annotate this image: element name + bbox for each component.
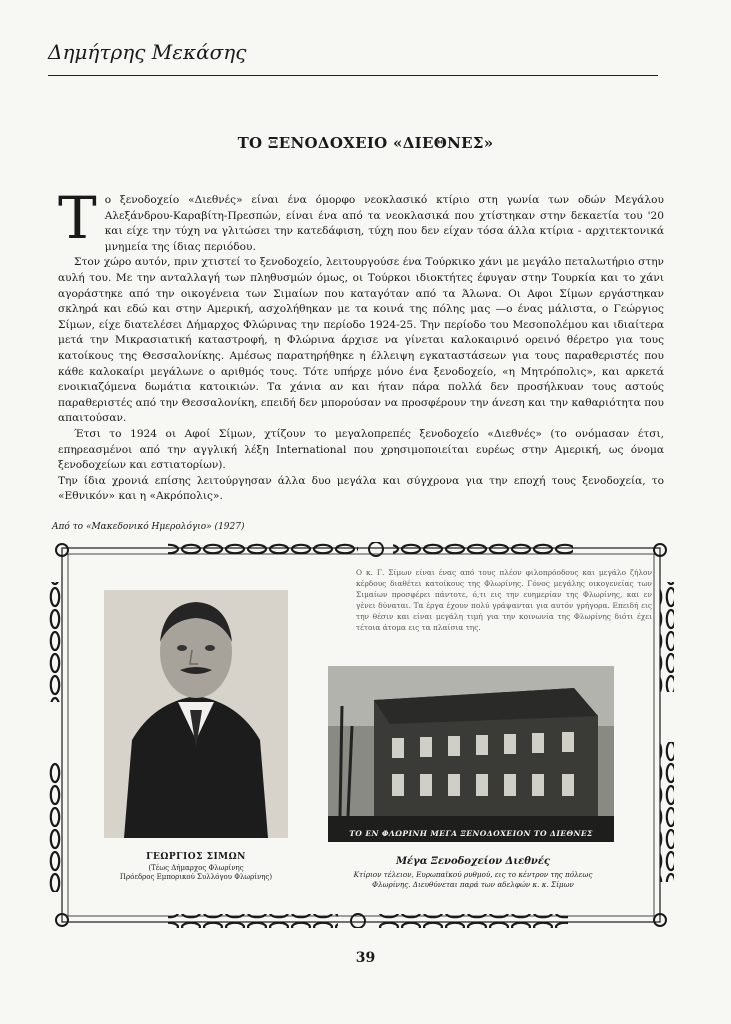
paragraph-3: Έτσι το 1924 οι Αφοί Σίμων, χτίζουν το μεγαλοπρεπές ξενοδοχείο «Διεθνές» (το ονόμασαν έτσι, επηρεασμένοι από την αγγλική λέξη International που χρησιμοποιείται ευρέως στην Αμερική, ως όνομα ξενοδοχείων και εστιατορίων).	[58, 427, 664, 472]
news-clipping-text: Ο κ. Γ. Σίμων είναι ένας από τους πλέον φιλοπρόοδους και μεγάλο ζήλον κέρδους διαθέτει κατοίκους της Φλωρίνης. Γόνος μεγάλης οικογενείας των Σιμαίων προσφέρει πάντοτε, ό,τι εις την ευημερίαν της Φλωρίνης, και εν γένει δύναται. Τα έργα έχουν πολύ γράψανται για αυτόν γρήγορα. Επειδή εις την θέσιν και είναι μεγάλη τιμή για την κοινωνία της Φλωρίνης διότι έχει τέτοια άτομα εις τα πλαίσια της.	[356, 568, 652, 632]
building-photo-caption: ΤΟ ΕΝ ΦΛΩΡΙΝΗ ΜΕΓΑ ΞΕΝΟΔΟΧΕΙΟΝ ΤΟ ΔΙΕΘΝΕΣ	[349, 829, 593, 838]
building-description	[328, 870, 618, 889]
ornamental-frame	[48, 542, 674, 928]
figure-source: Από το «Μακεδονικό Ημερολόγιο» (1927)	[52, 522, 245, 532]
paragraph-4: Την ίδια χρονιά επίσης λειτούργησαν άλλα δυο μεγάλα και σύγχρονα για την εποχή τους ξενοδοχεία, το «Εθνικόν» και η «Ακρόπολις».	[58, 474, 664, 503]
paragraph-1-text: ο ξενοδοχείο «Διεθνές» είναι ένα όμορφο νεοκλασικό κτίριο στη γωνία των οδών Μεγάλου Αλεξάνδρου-Καραβίτη-Πρεσπών, είναι ένα από τα νεοκλασικά που χτίστηκαν στην δεκαετία του '20 και είχε την τύχη να γλιτώσει την κατεδάφιση, τύχη που δεν είχαν τόσα άλλα κτίρια - αρχιτεκτονικά μνημεία της ίδιας περιόδου.	[104, 194, 664, 253]
portrait-subtitle-line-1: (Τέως Δήμαρχος Φλωρίνης	[148, 864, 244, 872]
portrait-name: ΓΕΩΡΓΙΟΣ ΣΙΜΩΝ	[146, 852, 246, 862]
building-photo	[328, 666, 614, 842]
page-number: 39	[355, 950, 376, 966]
building-illustration	[328, 666, 614, 842]
portrait-illustration	[104, 590, 288, 838]
portrait-subtitle-line-2: Πρόεδρος Εμπορικού Συλλόγου Φλωρίνης)	[119, 873, 273, 881]
drop-cap: Τ	[58, 184, 97, 252]
portrait-subtitle	[104, 864, 288, 882]
article-title: ΤΟ ΞΕΝΟΔΟΧΕΙΟ «ΔΙΕΘΝΕΣ»	[237, 134, 494, 152]
building-description-line-2: Φλωρίνης. Διευθύνεται παρά των αδελφών κ. κ. Σίμων	[372, 879, 574, 889]
portrait-photo	[104, 590, 288, 838]
paragraph-2: Στον χώρο αυτόν, πριν χτιστεί το ξενοδοχείο, λειτουργούσε ένα Τούρκικο χάνι με μεγάλο πεταλωτήριο στην αυλή του. Με την ανταλλαγή των πληθυσμών όμως, οι Τούρκοι ιδιοκτήτες έφυγαν στην Τουρκία και το χάνι αγοράστηκε από την οικογένεια των Σιμαίων που καταγόταν από τα Άλωνα. Οι Αφοι Σίμων εργάστηκαν σκληρά και εδώ και στην Αμερική, ασχολήθηκαν με τα κοινά της πόλης μας —ο ένας μάλιστα, ο Γεώργιος Σίμων, είχε διατελέσει Δήμαρχος Φλώρινας την περίοδο 1924-25. Την περίοδο του Μεσοπολέμου και ιδιαίτερα μετά την Μικρασιατική καταστροφή, η Φλώρινα άρχισε να γίνεται καλοκαιρινό ορεινό θέρετρο για τους κατοίκους της Θεσσαλονίκης. Αμέσως παρατηρήθηκε η έλλειψη εγκαταστάσεων για τους παραθεριστές που κάθε καλοκαίρι μεγάλωνε ο αριθμός τους. Τότε υπήρχε μόνο ένα ξενοδοχείο, «η Μητρόπολις», και αρκετά ενοικιαζόμενα δωμάτια κατοικιών. Τα χάνια αν και ήταν πάρα πολλά δεν προσήλκυαν τους αστούς παραθεριστές από την Θεσσαλονίκη, επειδή δεν μπορούσαν να προσφέρουν την άνεση και την καθαριότητα που απαιτούσαν.	[58, 256, 664, 425]
paragraph-1	[58, 184, 664, 255]
author-header: Δημήτρης Μεκάσης	[48, 40, 247, 64]
article-body	[58, 184, 664, 505]
header-rule	[48, 75, 658, 76]
building-name: Μέγα Ξενοδοχείον Διεθνές	[395, 856, 551, 867]
building-description-line-1: Κτίριον τέλειον, Ευρωπαϊκού ρυθμού, εις το κέντρον της πόλεως	[353, 870, 593, 879]
